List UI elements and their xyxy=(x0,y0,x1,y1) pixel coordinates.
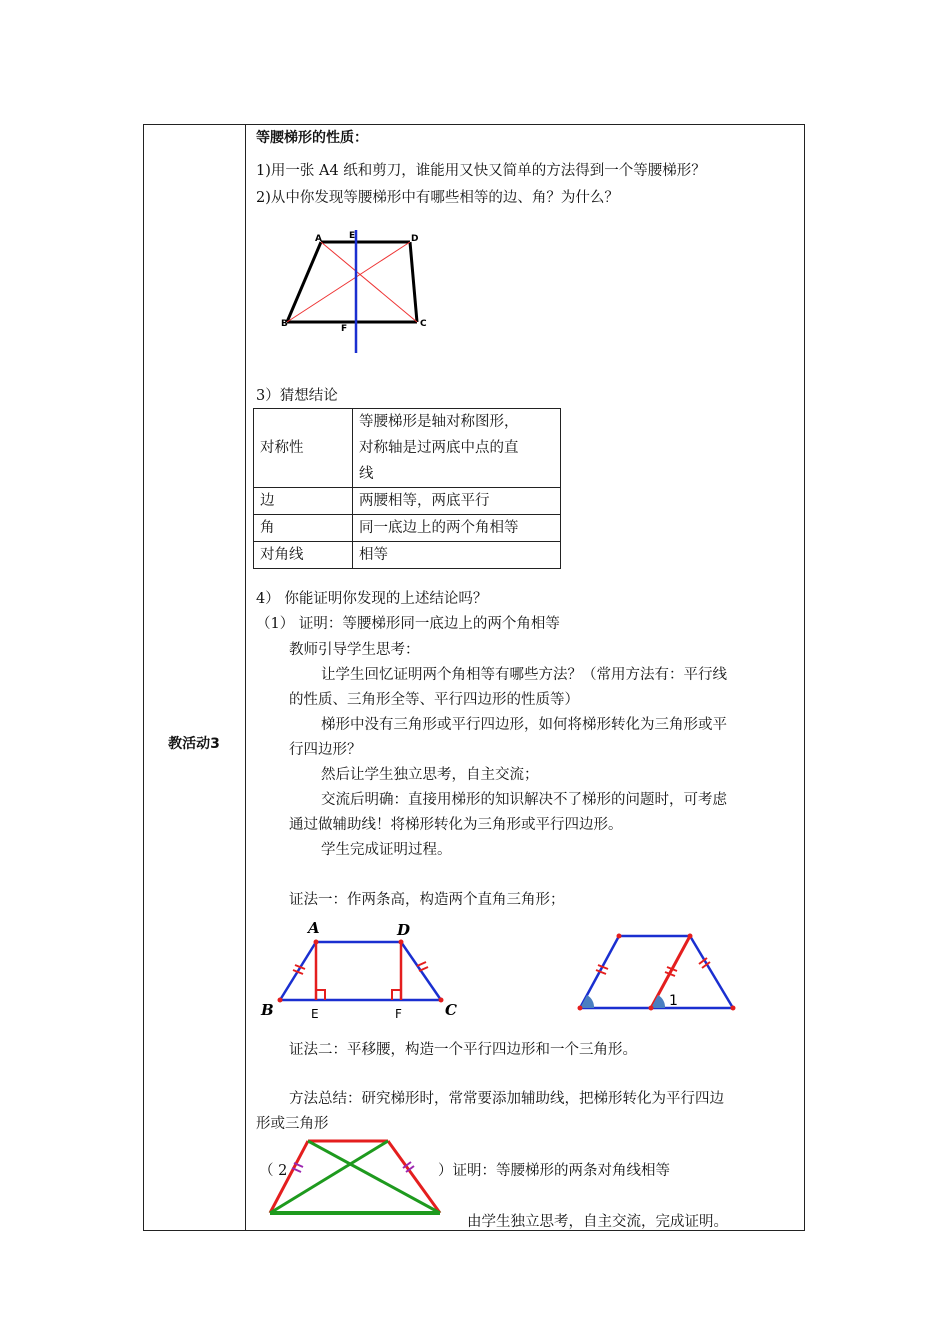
method-2: 证法二：平移腰，构造一个平行四边形和一个三角形。 xyxy=(289,1042,637,1058)
symmetry-line-2: 对称轴是过两底中点的直 xyxy=(359,440,519,456)
fig2-label-b: B xyxy=(261,1001,274,1019)
trapezoid-figure-2 xyxy=(255,918,465,1023)
method-1: 证法一：作两条高，构造两个直角三角形； xyxy=(289,892,565,908)
symmetry-line-1: 等腰梯形是轴对称图形， xyxy=(359,414,519,430)
table-cell-key: 角 xyxy=(254,515,353,542)
table-cell-key: 对称性 xyxy=(254,409,353,488)
table-cell-value xyxy=(353,409,561,488)
fig2-label-d: D xyxy=(397,921,411,939)
fig1-label-a: A xyxy=(315,234,322,244)
proof-1-title: （1） 证明：等腰梯形同一底边上的两个角相等 xyxy=(256,616,560,632)
para-6-line-1: 交流后明确：直接用梯形的知识解决不了梯形的问题时，可考虑 xyxy=(321,792,727,808)
trapezoid-figure-1 xyxy=(275,225,445,355)
fig1-label-d: D xyxy=(411,234,419,244)
table-cell-value: 相等 xyxy=(353,542,561,569)
question-3: 3）猜想结论 xyxy=(256,388,338,404)
table-cell-value: 两腰相等，两底平行 xyxy=(353,488,561,515)
teacher-guide: 教师引导学生思考： xyxy=(289,642,420,658)
fig1-label-b: B xyxy=(281,319,288,329)
para-4-line-1: 梯形中没有三角形或平行四边形，如何将梯形转化为三角形或平 xyxy=(321,717,727,733)
trapezoid-figure-4 xyxy=(260,1135,450,1220)
table-row xyxy=(254,488,561,515)
table-cell-key: 边 xyxy=(254,488,353,515)
table-row xyxy=(254,542,561,569)
fig2-label-a: A xyxy=(308,919,320,937)
fig2-label-f: F xyxy=(395,1007,402,1021)
proof-2-prefix: （ 2 xyxy=(259,1163,288,1179)
column-divider xyxy=(245,124,246,1231)
summary-line-2: 形或三角形 xyxy=(256,1116,329,1132)
fig2-label-c: C xyxy=(445,1001,457,1019)
para-7: 学生完成证明过程。 xyxy=(321,842,452,858)
para-5: 然后让学生独立思考，自主交流； xyxy=(321,767,539,783)
question-2: 2)从中你发现等腰梯形中有哪些相等的边、角？为什么？ xyxy=(256,190,619,206)
fig1-label-f: F xyxy=(341,324,348,334)
question-1: 1)用一张 A4 纸和剪刀，谁能用又快又简单的方法得到一个等腰梯形？ xyxy=(256,163,706,179)
symmetry-line-3: 线 xyxy=(359,466,374,482)
question-4: 4） 你能证明你发现的上述结论吗？ xyxy=(256,591,488,607)
section-heading: 等腰梯形的性质： xyxy=(256,130,368,146)
table-row xyxy=(254,409,561,488)
properties-table xyxy=(253,408,561,569)
fig1-label-e: E xyxy=(349,231,356,241)
para-3-line-1: 让学生回忆证明两个角相等有哪些方法？（常用方法有：平行线 xyxy=(321,667,727,683)
table-cell-value: 同一底边上的两个角相等 xyxy=(353,515,561,542)
fig2-label-e: E xyxy=(311,1007,319,1021)
trapezoid-figure-3 xyxy=(570,918,745,1018)
fig1-label-c: C xyxy=(420,319,427,329)
proof-2-note: 由学生独立思考，自主交流，完成证明。 xyxy=(467,1214,728,1230)
proof-2-title: ）证明：等腰梯形的两条对角线相等 xyxy=(438,1163,670,1179)
para-3-line-2: 的性质、三角形全等、平行四边形的性质等） xyxy=(289,692,579,708)
summary-line-1: 方法总结：研究梯形时，常常要添加辅助线，把梯形转化为平行四边 xyxy=(289,1091,724,1107)
fig3-angle-label: 1 xyxy=(669,993,678,1009)
row-label: 教活动3 xyxy=(168,736,220,752)
table-cell-key: 对角线 xyxy=(254,542,353,569)
para-6-line-2: 通过做辅助线！将梯形转化为三角形或平行四边形。 xyxy=(289,817,623,833)
table-row xyxy=(254,515,561,542)
para-4-line-2: 行四边形？ xyxy=(289,742,362,758)
